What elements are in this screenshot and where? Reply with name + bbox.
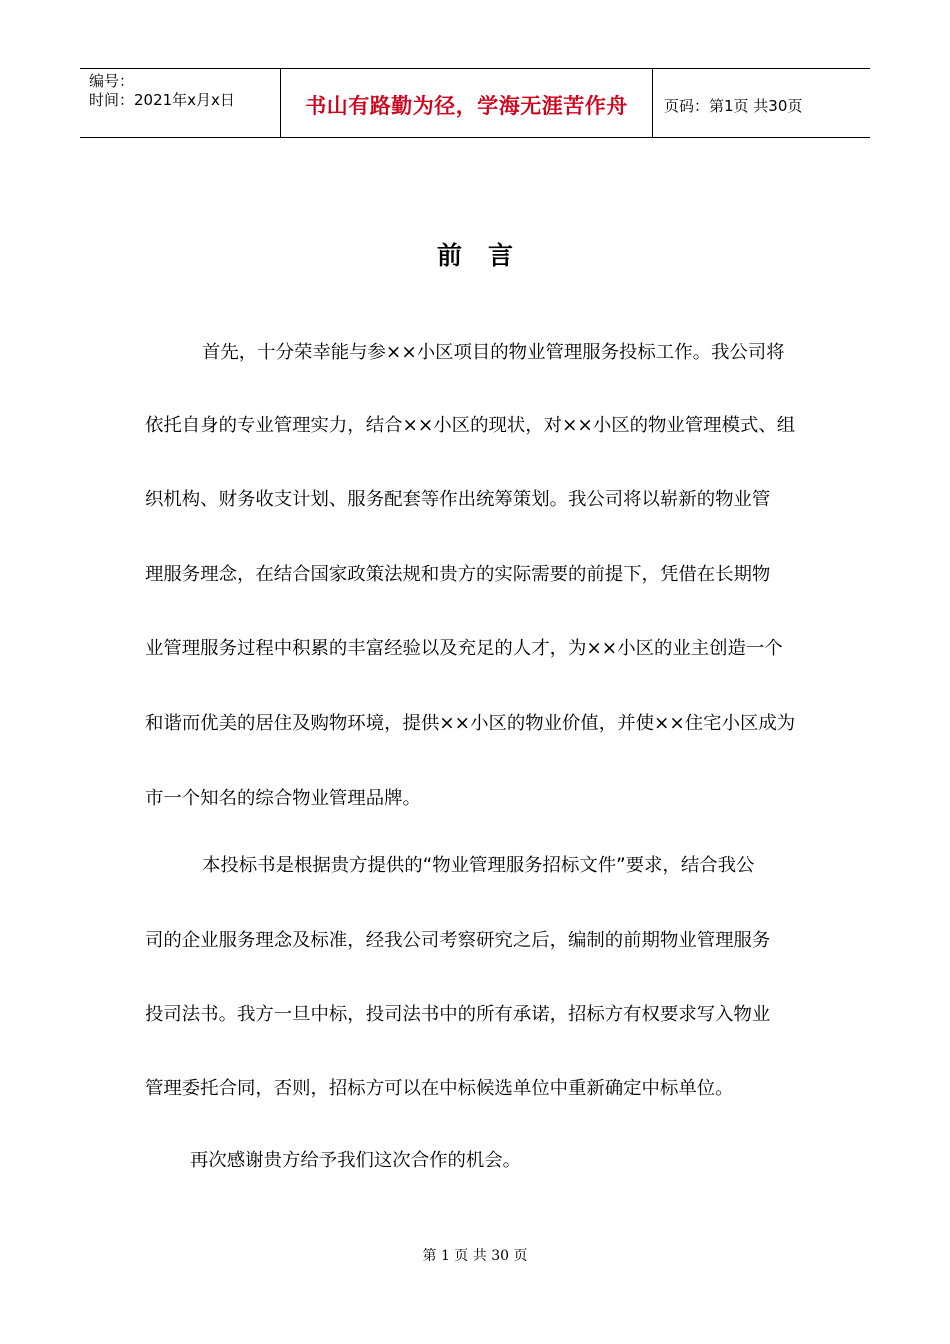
paragraph-line: 司的企业服务理念及标准，经我公司考察研究之后，编制的前期物业管理服务 [145, 930, 771, 951]
paragraph-line: 织机构、财务收支计划、服务配套等作出统筹策划。我公司将以崭新的物业管 [145, 489, 771, 510]
paragraph-line: 管理委托合同，否则，招标方可以在中标候选单位中重新确定中标单位。 [145, 1078, 734, 1099]
paragraph-line: 投司法书。我方一旦中标，投司法书中的所有承诺，招标方有权要求写入物业 [145, 1004, 771, 1025]
header-motto-cell [281, 69, 653, 137]
paragraph-line: 业管理服务过程中积累的丰富经验以及充足的人才，为××小区的业主创造一个 [145, 638, 783, 659]
paragraph-line: 首先，十分荣幸能与参××小区项目的物业管理服务投标工作。我公司将 [202, 342, 785, 363]
date-label: 时间：2021年x月x日 [89, 91, 235, 109]
paragraph-line: 市一个知名的综合物业管理品牌。 [145, 788, 421, 809]
number-label: 编号： [89, 72, 135, 90]
paragraph-line: 本投标书是根据贵方提供的“物业管理服务招标文件”要求，结合我公 [202, 855, 755, 876]
document-header [80, 68, 870, 138]
paragraph-line: 理服务理念，在结合国家政策法规和贵方的实际需要的前提下，凭借在长期物 [145, 564, 771, 585]
page-footer: 第 1 页 共 30 页 [422, 1248, 528, 1264]
paragraph-line: 和谐而优美的居住及购物环境，提供××小区的物业价值，并使××住宅小区成为 [145, 713, 796, 734]
header-meta [80, 69, 281, 137]
paragraph-line: 依托自身的专业管理实力，结合××小区的现状，对××小区的物业管理模式、组 [145, 415, 796, 436]
page-title: 前言 [436, 241, 539, 270]
header-page-info: 页码：第1页 共30页 [664, 96, 803, 115]
motto-text: 书山有路勤为径，学海无涯苦作舟 [305, 94, 628, 118]
paragraph-line: 再次感谢贵方给予我们这次合作的机会。 [190, 1150, 522, 1171]
